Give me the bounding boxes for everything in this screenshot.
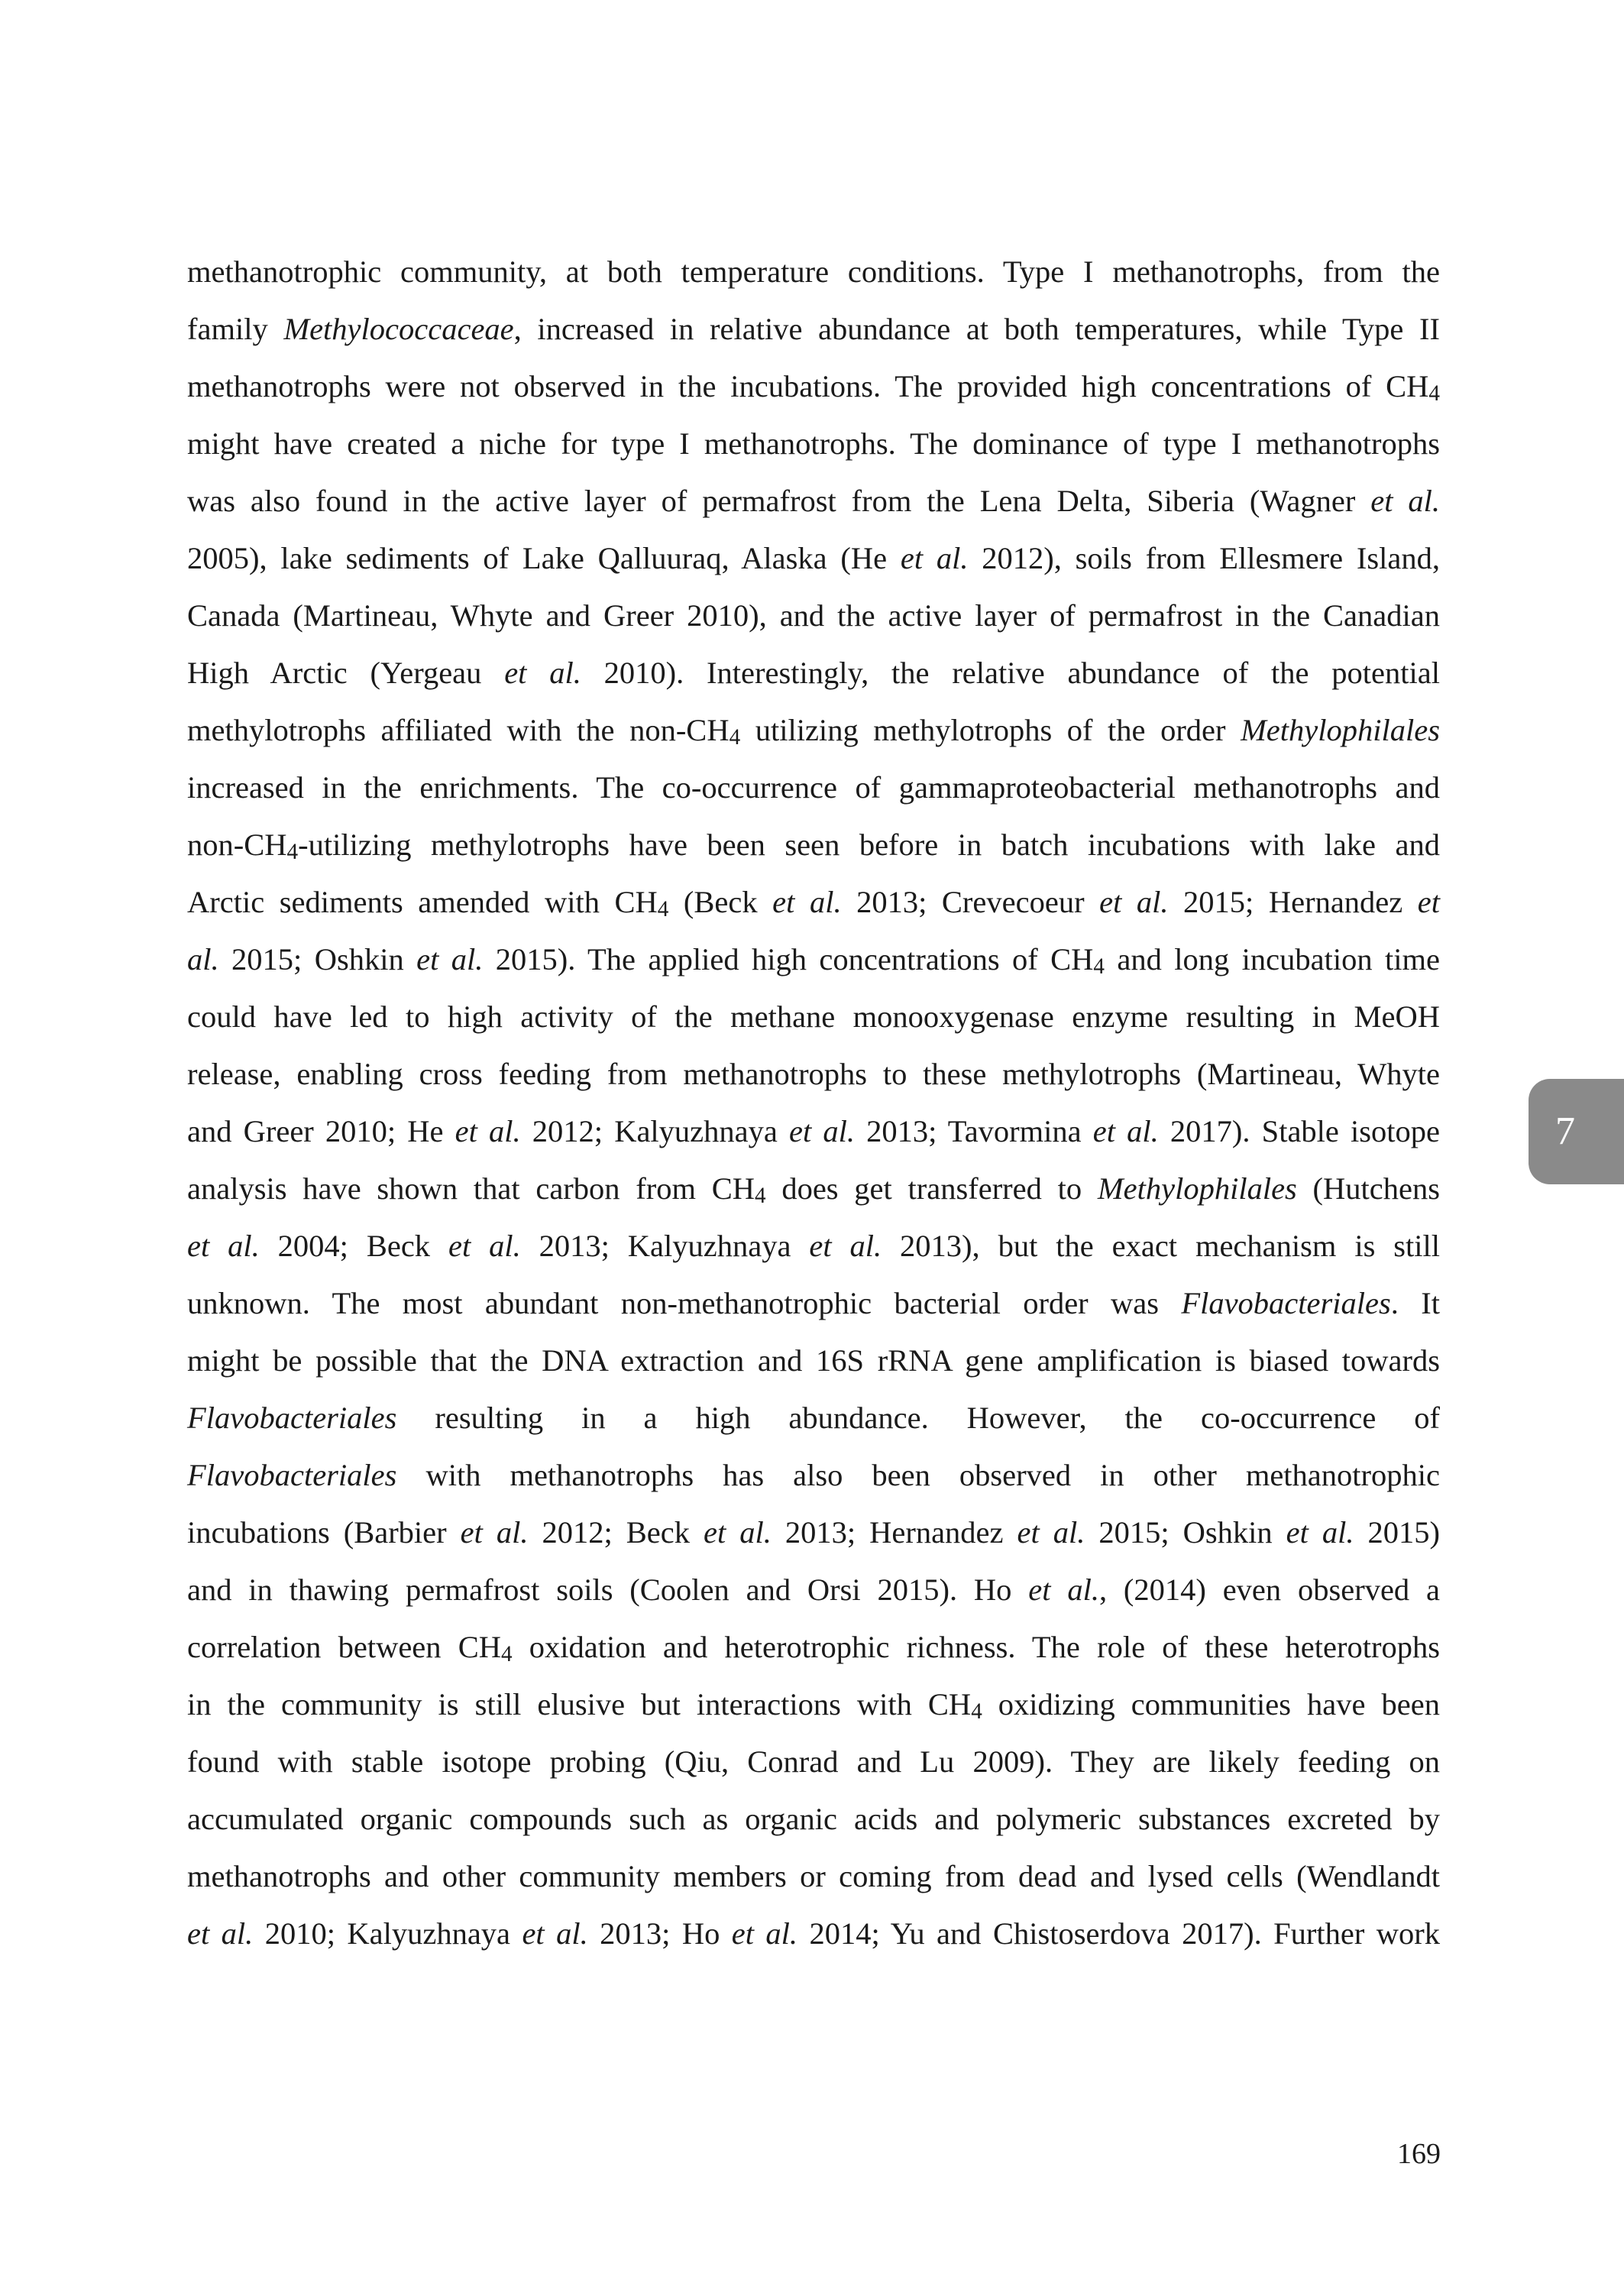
text-segment: and long incubation time bbox=[1104, 942, 1441, 976]
text-line bbox=[187, 300, 1440, 358]
text-line bbox=[187, 1676, 1440, 1733]
text-segment: , increased in relative abundance at both temperatures, while Type II bbox=[513, 312, 1440, 346]
subscript-text: 4 bbox=[971, 1699, 982, 1725]
text-line bbox=[187, 644, 1440, 701]
text-line bbox=[187, 759, 1440, 816]
text-line bbox=[187, 873, 1440, 931]
italic-text: et al. bbox=[809, 1229, 882, 1263]
text-segment: 2015). The applied high concentrations of CH bbox=[483, 942, 1094, 976]
text-segment: 2013; Kalyuzhnaya bbox=[520, 1229, 810, 1263]
italic-text: et al. bbox=[1286, 1515, 1354, 1550]
text-segment: 2010; Kalyuzhnaya bbox=[253, 1916, 522, 1951]
text-line bbox=[187, 1160, 1440, 1217]
italic-text: et al. bbox=[460, 1515, 529, 1550]
text-segment: 2015) bbox=[1354, 1515, 1441, 1550]
text-segment: found with stable isotope probing (Qiu, Conrad and Lu 2009). They are likely feeding on bbox=[187, 1744, 1440, 1779]
text-segment: incubations (Barbier bbox=[187, 1515, 461, 1550]
text-line bbox=[187, 1905, 1440, 1962]
text-segment: 2012; Kalyuzhnaya bbox=[520, 1114, 789, 1148]
italic-text: et al. bbox=[789, 1114, 855, 1148]
text-segment: methanotrophs were not observed in the incubations. The provided high concentrations of CH bbox=[187, 369, 1429, 403]
italic-text: Methylophilales bbox=[1241, 713, 1440, 747]
text-line bbox=[187, 587, 1440, 644]
subscript-text: 4 bbox=[729, 725, 741, 750]
italic-text: et al. bbox=[455, 1114, 521, 1148]
text-segment: in the community is still elusive but interactions with CH bbox=[187, 1687, 972, 1721]
text-line bbox=[187, 1618, 1440, 1676]
text-segment: methylotrophs affiliated with the non-CH bbox=[187, 713, 730, 747]
text-segment: 2015; Oshkin bbox=[1085, 1515, 1286, 1550]
text-segment: might be possible that the DNA extraction and 16S rRNA gene amplification is biased towards bbox=[187, 1343, 1440, 1378]
italic-text: et al. bbox=[448, 1229, 521, 1263]
text-segment: increased in the enrichments. The co-occurrence of gammaproteobacterial methanotrophs and bbox=[187, 770, 1440, 805]
text-line bbox=[187, 1790, 1440, 1848]
text-segment: was also found in the active layer of permafrost from the Lena Delta, Siberia (Wagner bbox=[187, 484, 1371, 518]
text-segment: 2013; Tavormina bbox=[855, 1114, 1093, 1148]
text-segment: 2015; Oshkin bbox=[218, 942, 417, 976]
italic-text: et al. bbox=[1017, 1515, 1085, 1550]
subscript-text: 4 bbox=[657, 897, 669, 922]
text-segment: 2014; Yu and Chistoserdova 2017). Further work bbox=[797, 1916, 1441, 1951]
text-line bbox=[187, 358, 1440, 415]
text-segment: analysis have shown that carbon from CH bbox=[187, 1171, 755, 1206]
chapter-tab bbox=[1529, 1079, 1624, 1184]
italic-text: Methylococcaceae bbox=[283, 312, 514, 346]
text-segment: and in thawing permafrost soils (Coolen and Orsi 2015). Ho bbox=[187, 1572, 1029, 1607]
text-segment: with methanotrophs has also been observed in other methanotrophic bbox=[396, 1458, 1440, 1492]
subscript-text: 4 bbox=[286, 840, 299, 865]
text-segment: 2017). Stable isotope bbox=[1158, 1114, 1441, 1148]
text-segment: 2013; Hernandez bbox=[771, 1515, 1017, 1550]
text-segment: 2012; Beck bbox=[528, 1515, 704, 1550]
italic-text: et al. bbox=[900, 541, 969, 575]
text-segment: might have created a niche for type I methanotrophs. The dominance of type I methanotrophs bbox=[187, 426, 1440, 461]
text-line bbox=[187, 1446, 1440, 1504]
text-line bbox=[187, 1103, 1440, 1160]
italic-text: et al. bbox=[1099, 885, 1169, 919]
text-segment: release, enabling cross feeding from methanotrophs to these methylotrophs (Martineau, Whyte bbox=[187, 1057, 1440, 1091]
text-segment: 2005), lake sediments of Lake Qalluuraq, Alaska (He bbox=[187, 541, 901, 575]
text-segment: . It bbox=[1390, 1286, 1440, 1320]
body-paragraph bbox=[187, 243, 1440, 1962]
text-segment: 2015; Hernandez bbox=[1168, 885, 1418, 919]
text-segment: non-CH bbox=[187, 827, 287, 862]
subscript-text: 4 bbox=[755, 1184, 766, 1209]
text-segment: oxidation and heterotrophic richness. The role of these heterotrophs bbox=[512, 1630, 1440, 1664]
text-segment: (Hutchens bbox=[1296, 1171, 1440, 1206]
text-line bbox=[187, 931, 1440, 988]
italic-text: Flavobacteriales bbox=[187, 1458, 397, 1492]
italic-text: et al. bbox=[504, 656, 581, 690]
italic-text: Flavobacteriales bbox=[187, 1401, 397, 1435]
text-segment: (Beck bbox=[668, 885, 773, 919]
subscript-text: 4 bbox=[1428, 381, 1440, 406]
text-segment: oxidizing communities have been bbox=[982, 1687, 1440, 1721]
italic-text: et al. bbox=[1370, 484, 1440, 518]
text-line bbox=[187, 1848, 1440, 1905]
text-segment: High Arctic (Yergeau bbox=[187, 656, 505, 690]
text-segment: correlation between CH bbox=[187, 1630, 501, 1664]
text-segment: methanotrophs and other community members or coming from dead and lysed cells (Wendlandt bbox=[187, 1859, 1440, 1893]
text-segment: 2010). Interestingly, the relative abundance of the potential bbox=[581, 656, 1440, 690]
text-line bbox=[187, 1045, 1440, 1103]
italic-text: et al. bbox=[187, 1229, 260, 1263]
text-segment: 2004; Beck bbox=[259, 1229, 448, 1263]
subscript-text: 4 bbox=[1093, 954, 1105, 980]
text-line bbox=[187, 472, 1440, 530]
italic-text: et al. bbox=[1092, 1114, 1159, 1148]
text-segment: unknown. The most abundant non-methanotrophic bacterial order was bbox=[187, 1286, 1182, 1320]
subscript-text: 4 bbox=[500, 1642, 513, 1667]
text-line bbox=[187, 701, 1440, 759]
text-segment: resulting in a high abundance. However, the co-occurrence of bbox=[396, 1401, 1440, 1435]
italic-text: et al. bbox=[416, 942, 484, 976]
text-segment: -utilizing methylotrophs have been seen before in batch incubations with lake and bbox=[298, 827, 1440, 862]
chapter-number: 7 bbox=[1555, 1109, 1575, 1153]
text-segment: 2013; Crevecoeur bbox=[841, 885, 1100, 919]
text-line bbox=[187, 1504, 1440, 1561]
text-segment: and Greer 2010; He bbox=[187, 1114, 455, 1148]
text-line bbox=[187, 988, 1440, 1045]
text-line bbox=[187, 1733, 1440, 1790]
text-line bbox=[187, 530, 1440, 587]
italic-text: et al. bbox=[731, 1916, 798, 1951]
text-line bbox=[187, 1274, 1440, 1332]
text-segment: accumulated organic compounds such as organic acids and polymeric substances excreted by bbox=[187, 1802, 1440, 1836]
italic-text: et al. bbox=[772, 885, 842, 919]
italic-text: al. bbox=[187, 942, 219, 976]
page-number: 169 bbox=[1397, 2138, 1441, 2170]
text-segment: does get transferred to bbox=[765, 1171, 1098, 1206]
italic-text: et al. bbox=[1028, 1572, 1099, 1607]
italic-text: et al. bbox=[704, 1515, 772, 1550]
text-line bbox=[187, 1389, 1440, 1446]
text-segment: methanotrophic community, at both temperature conditions. Type I methanotrophs, from the bbox=[187, 254, 1440, 289]
text-line bbox=[187, 1561, 1440, 1618]
italic-text: et bbox=[1417, 885, 1441, 919]
text-line bbox=[187, 1332, 1440, 1389]
text-line bbox=[187, 1217, 1440, 1274]
italic-text: Flavobacteriales bbox=[1181, 1286, 1391, 1320]
text-segment: 2013), but the exact mechanism is still bbox=[882, 1229, 1441, 1263]
text-line bbox=[187, 243, 1440, 300]
text-segment: 2012), soils from Ellesmere Island, bbox=[968, 541, 1440, 575]
text-segment: Arctic sediments amended with CH bbox=[187, 885, 658, 919]
italic-text: et al. bbox=[187, 1916, 254, 1951]
italic-text: Methylophilales bbox=[1097, 1171, 1297, 1206]
text-segment: , (2014) even observed a bbox=[1098, 1572, 1440, 1607]
text-segment: utilizing methylotrophs of the order bbox=[740, 713, 1241, 747]
text-segment: family bbox=[187, 312, 284, 346]
italic-text: et al. bbox=[522, 1916, 588, 1951]
text-segment: Canada (Martineau, Whyte and Greer 2010), and the active layer of permafrost in the Canadian bbox=[187, 598, 1440, 633]
text-segment: could have led to high activity of the methane monooxygenase enzyme resulting in MeOH bbox=[187, 999, 1440, 1034]
text-segment: 2013; Ho bbox=[587, 1916, 732, 1951]
text-line bbox=[187, 415, 1440, 472]
text-line bbox=[187, 816, 1440, 873]
